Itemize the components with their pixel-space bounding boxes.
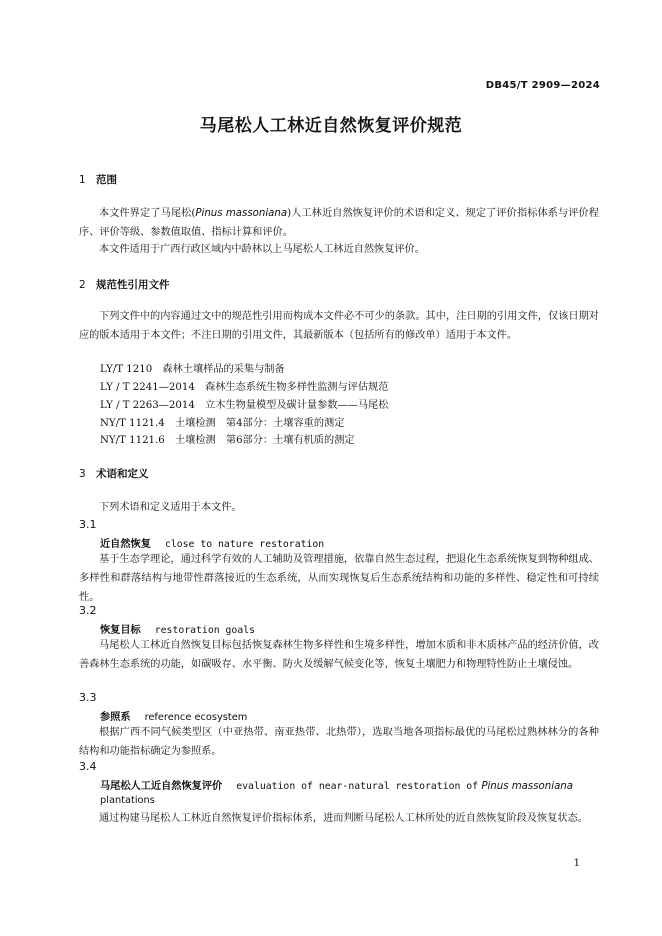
- document-number: DB45/T 2909—2024: [485, 80, 600, 91]
- section-1-heading: [79, 172, 117, 187]
- section-title: 规范性引用文件: [96, 279, 170, 291]
- term-heading-continued: [100, 795, 155, 806]
- reference-item: LY / T 2241—2014 森林生态系统生物多样性监测与评估规范: [100, 382, 389, 393]
- term-english: reference ecosystem: [144, 712, 248, 723]
- term-english-italic: Pinus massoniana: [481, 781, 574, 792]
- section-1-paragraph-2: 本文件适用于广西行政区域内中龄林以上马尾松人工林近自然恢复评价。: [99, 244, 425, 255]
- section-number: 2: [79, 279, 86, 291]
- term-heading: [100, 708, 247, 723]
- section-title: 术语和定义: [96, 468, 149, 480]
- term-heading: [100, 535, 324, 550]
- term-english: restoration goals: [154, 625, 256, 636]
- term-chinese: 恢复目标: [100, 625, 141, 636]
- term-chinese: 马尾松人工近自然恢复评价: [100, 781, 223, 792]
- section-2-heading: [79, 277, 170, 292]
- section-title: 范围: [96, 174, 117, 186]
- term-chinese: 近自然恢复: [100, 539, 151, 550]
- term-number: 3.4: [79, 760, 97, 773]
- term-definition: 基于生态学理论，通过科学有效的人工辅助及管理措施，依靠自然生态过程，把退化生态系统恢复到物种组成、多样性和群落结构与地带性群落接近的生态系统，从而实现恢复后生态系统结构和功能的多样性、稳定性和可持续性。: [79, 554, 599, 603]
- term-number: 3.2: [79, 604, 97, 617]
- section-3-intro: 下列术语和定义适用于本文件。: [99, 502, 242, 513]
- term-number: 3.3: [79, 691, 97, 704]
- section-1-paragraph-1: 本文件界定了马尾松(Pinus massoniana)人工林近自然恢复评价的术语和定义、规定了评价指标体系与评价程序、评价等级、参数值取值、指标计算和评价。: [79, 208, 599, 238]
- section-number: 3: [79, 468, 86, 480]
- term-heading: [100, 777, 573, 792]
- section-number: 1: [79, 174, 86, 186]
- term-english-tail: plantations: [100, 795, 155, 806]
- reference-item: LY/T 1210 森林土壤样品的采集与制备: [100, 364, 285, 375]
- section-2-paragraph-1: 下列文件中的内容通过文中的规范性引用而构成本文件必不可少的条款。其中，注日期的引用文件，仅该日期对应的版本适用于本文件；不注日期的引用文件，其最新版本（包括所有的修改单）适用于本文件。: [79, 311, 599, 341]
- term-chinese: 参照系: [100, 712, 131, 723]
- reference-item: LY / T 2263—2014 立木生物量模型及碳计量参数——马尾松: [100, 400, 389, 411]
- term-english: evaluation of near-natural restoration of: [236, 781, 479, 792]
- page-number: 1: [573, 858, 580, 869]
- term-definition: 马尾松人工林近自然恢复目标包括恢复森林生物多样性和生境多样性，增加木质和非木质林产品的经济价值，改善森林生态系统的功能，如碳吸存、水平衡、防火及缓解气候变化等，恢复土壤肥力和物理特性防止土壤侵蚀。: [79, 640, 599, 670]
- section-3-heading: [79, 466, 149, 481]
- term-heading: [100, 621, 255, 636]
- reference-item: NY/T 1121.6 土壤检测 第6部分：土壤有机质的测定: [100, 435, 355, 446]
- term-definition: 根据广西不同气候类型区（中亚热带、南亚热带、北热带），选取当地各项指标最优的马尾松过熟林林分的各种结构和功能指标确定为参照系。: [79, 727, 599, 757]
- page-title: 马尾松人工林近自然恢复评价规范: [199, 116, 463, 136]
- term-number: 3.1: [79, 518, 97, 531]
- term-definition: 通过构建马尾松人工林近自然恢复评价指标体系，进而判断马尾松人工林所处的近自然恢复阶段及恢复状态。: [99, 813, 588, 824]
- term-english: close to nature restoration: [164, 539, 325, 550]
- reference-item: NY/T 1121.4 土壤检测 第4部分：土壤容重的测定: [100, 418, 345, 429]
